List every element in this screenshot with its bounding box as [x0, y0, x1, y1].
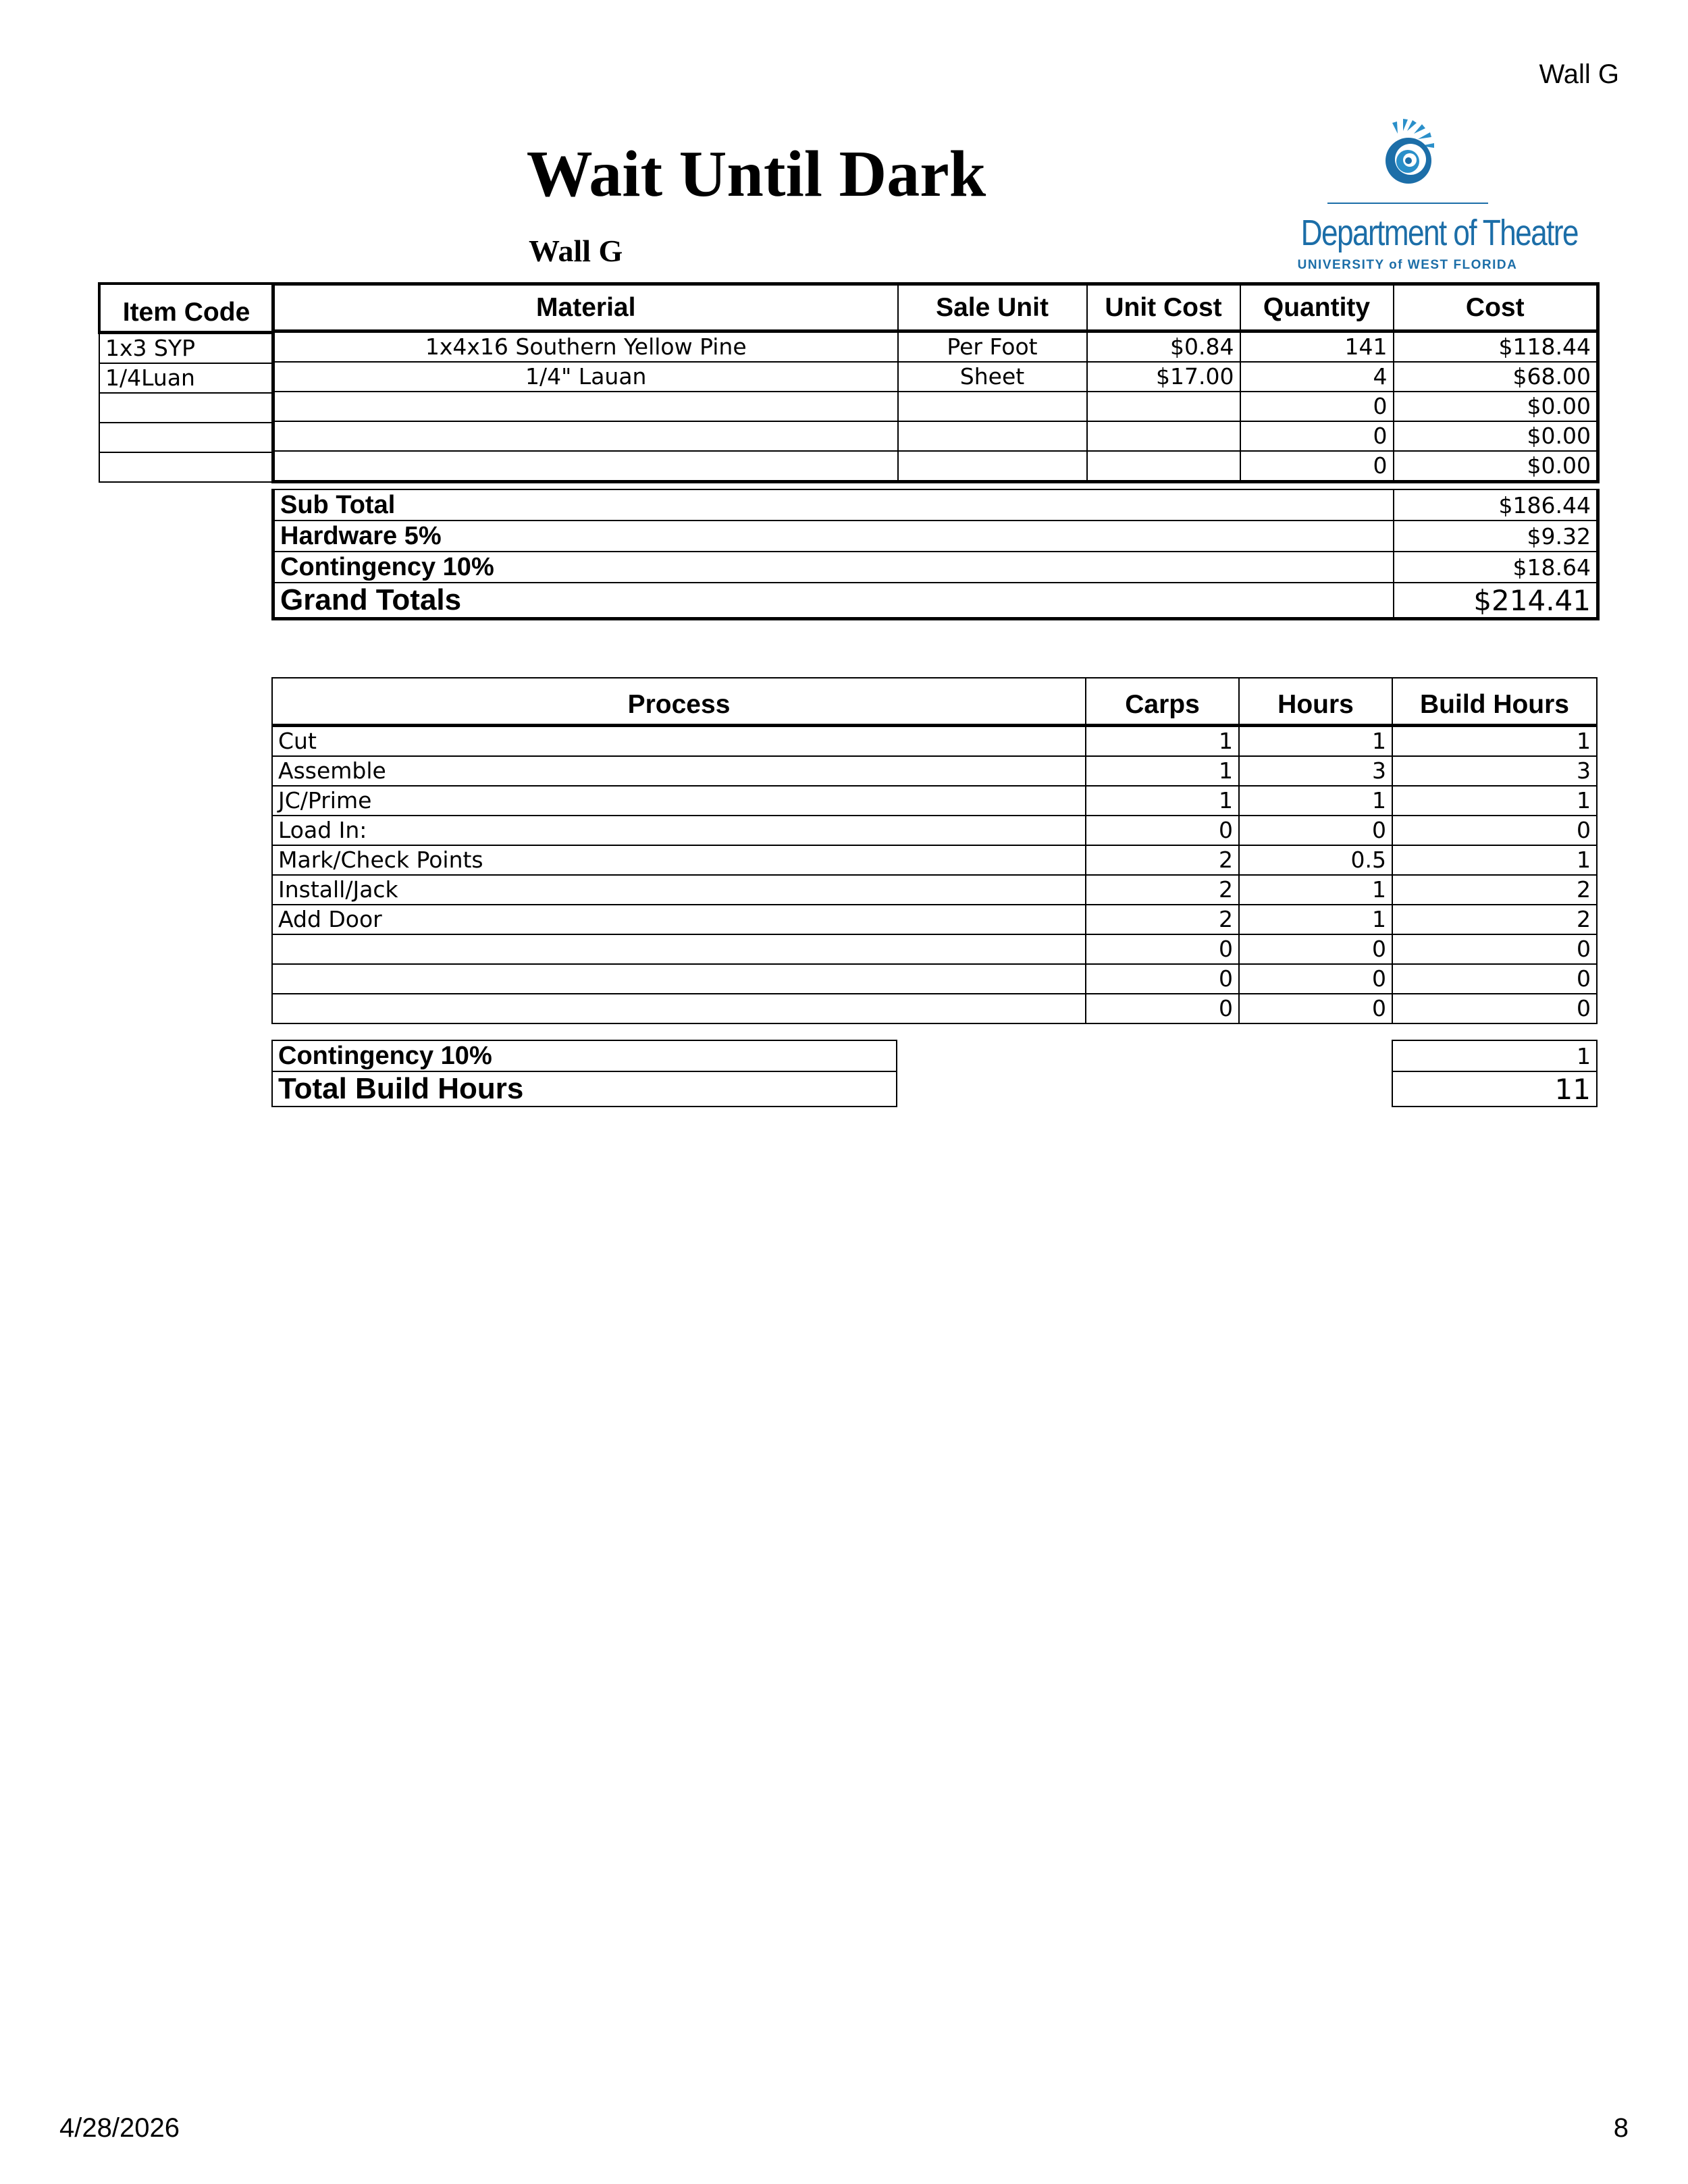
- quantity-header: Quantity: [1240, 284, 1394, 331]
- table-row: [99, 393, 273, 423]
- process-cell: Mark/Check Points: [272, 845, 1086, 875]
- hours-cell: 0: [1239, 934, 1392, 964]
- build-hours-cell: 0: [1392, 816, 1597, 845]
- table-row: [99, 423, 273, 452]
- labor-contingency-row: [272, 1040, 1597, 1071]
- build-hours-cell: 1: [1392, 845, 1597, 875]
- item-code-cell: 1/4Luan: [99, 363, 273, 393]
- materials-table: [271, 282, 1600, 483]
- footer-date: 4/28/2026: [59, 2113, 180, 2143]
- hardware-label: Hardware 5%: [273, 521, 1394, 552]
- logo-department-text: Department of Theatre: [1300, 213, 1578, 253]
- hours-cell: 0: [1239, 964, 1392, 994]
- item-code-table: [98, 282, 275, 483]
- build-hours-cell: 0: [1392, 994, 1597, 1023]
- cost-cell: $0.00: [1394, 392, 1598, 421]
- contingency-value: $18.64: [1394, 552, 1598, 583]
- build-hours-header: Build Hours: [1392, 678, 1597, 725]
- item-code-cell: [99, 423, 273, 452]
- carps-cell: 2: [1086, 845, 1239, 875]
- department-logo: [1277, 116, 1578, 278]
- quantity-cell: 141: [1240, 331, 1394, 363]
- table-row: [273, 392, 1598, 421]
- table-row: [272, 725, 1597, 756]
- table-row: [273, 331, 1598, 363]
- labor-table: [271, 677, 1598, 1024]
- carps-cell: 2: [1086, 905, 1239, 934]
- cost-cell: $0.00: [1394, 451, 1598, 482]
- material-header: Material: [273, 284, 898, 331]
- hours-cell: 1: [1239, 786, 1392, 816]
- total-build-hours-label: Total Build Hours: [272, 1071, 897, 1107]
- table-row: [272, 786, 1597, 816]
- process-cell: [272, 964, 1086, 994]
- table-row: [272, 994, 1597, 1023]
- build-hours-cell: 1: [1392, 725, 1597, 756]
- logo-university-text: UNIVERSITY of WEST FLORIDA: [1297, 258, 1518, 272]
- table-row: [272, 845, 1597, 875]
- table-row: [273, 421, 1598, 451]
- sale-unit-cell: Per Foot: [898, 331, 1087, 363]
- logo-divider: [1327, 203, 1488, 204]
- hours-cell: 0: [1239, 816, 1392, 845]
- total-build-hours-value: 11: [1392, 1071, 1597, 1107]
- carps-cell: 0: [1086, 964, 1239, 994]
- unit-cost-cell: [1087, 421, 1240, 451]
- sale-unit-cell: [898, 421, 1087, 451]
- table-row: [99, 332, 273, 363]
- item-code-cell: 1x3 SYP: [99, 332, 273, 363]
- process-cell: Install/Jack: [272, 875, 1086, 905]
- build-hours-cell: 2: [1392, 905, 1597, 934]
- hardware-value: $9.32: [1394, 521, 1598, 552]
- quantity-cell: 0: [1240, 451, 1394, 482]
- table-row: [99, 363, 273, 393]
- grand-total-value: $214.41: [1394, 583, 1598, 619]
- table-row: [272, 756, 1597, 786]
- carps-cell: 0: [1086, 934, 1239, 964]
- carps-cell: 0: [1086, 994, 1239, 1023]
- carps-cell: 1: [1086, 786, 1239, 816]
- process-cell: JC/Prime: [272, 786, 1086, 816]
- unit-cost-cell: [1087, 451, 1240, 482]
- hours-cell: 3: [1239, 756, 1392, 786]
- quantity-cell: 0: [1240, 421, 1394, 451]
- quantity-cell: 0: [1240, 392, 1394, 421]
- subtotal-label: Sub Total: [273, 489, 1394, 521]
- material-cell: [273, 392, 898, 421]
- table-row: [272, 875, 1597, 905]
- table-row: [272, 816, 1597, 845]
- unit-cost-cell: $17.00: [1087, 362, 1240, 392]
- process-cell: Cut: [272, 725, 1086, 756]
- labor-contingency-value: 1: [1392, 1040, 1597, 1071]
- hours-cell: 1: [1239, 725, 1392, 756]
- cost-header: Cost: [1394, 284, 1598, 331]
- contingency-label: Contingency 10%: [273, 552, 1394, 583]
- sheet-name-header: Wall G: [1539, 59, 1619, 89]
- nautilus-icon: [1373, 119, 1441, 193]
- unit-cost-cell: [1087, 392, 1240, 421]
- table-row: [273, 451, 1598, 482]
- carps-cell: 1: [1086, 725, 1239, 756]
- hours-cell: 1: [1239, 875, 1392, 905]
- grand-total-row: [273, 583, 1598, 619]
- table-row: [99, 452, 273, 482]
- unit-cost-cell: $0.84: [1087, 331, 1240, 363]
- page-subtitle: Wall G: [529, 234, 623, 268]
- material-cell: [273, 421, 898, 451]
- spacer-cell: [897, 1040, 1392, 1071]
- contingency-row: [273, 552, 1598, 583]
- spacer-cell: [897, 1071, 1392, 1107]
- build-hours-cell: 0: [1392, 934, 1597, 964]
- cost-cell: $68.00: [1394, 362, 1598, 392]
- item-code-cell: [99, 452, 273, 482]
- hours-cell: 0.5: [1239, 845, 1392, 875]
- hours-cell: 1: [1239, 905, 1392, 934]
- sale-unit-cell: [898, 451, 1087, 482]
- hardware-row: [273, 521, 1598, 552]
- materials-totals: [271, 489, 1600, 620]
- item-code-header: Item Code: [99, 284, 273, 332]
- subtotal-value: $186.44: [1394, 489, 1598, 521]
- table-row: [272, 934, 1597, 964]
- sale-unit-header: Sale Unit: [898, 284, 1087, 331]
- labor-contingency-label: Contingency 10%: [272, 1040, 897, 1071]
- material-cell: 1/4" Lauan: [273, 362, 898, 392]
- sale-unit-cell: Sheet: [898, 362, 1087, 392]
- process-cell: Add Door: [272, 905, 1086, 934]
- carps-header: Carps: [1086, 678, 1239, 725]
- subtotal-row: [273, 489, 1598, 521]
- item-code-cell: [99, 393, 273, 423]
- unit-cost-header: Unit Cost: [1087, 284, 1240, 331]
- process-cell: Load In:: [272, 816, 1086, 845]
- process-cell: [272, 934, 1086, 964]
- cost-cell: $118.44: [1394, 331, 1598, 363]
- carps-cell: 1: [1086, 756, 1239, 786]
- build-hours-cell: 3: [1392, 756, 1597, 786]
- cost-cell: $0.00: [1394, 421, 1598, 451]
- grand-total-label: Grand Totals: [273, 583, 1394, 619]
- build-hours-cell: 1: [1392, 786, 1597, 816]
- table-row: [272, 964, 1597, 994]
- hours-header: Hours: [1239, 678, 1392, 725]
- table-row: [272, 905, 1597, 934]
- labor-totals: [271, 1040, 1598, 1107]
- material-cell: 1x4x16 Southern Yellow Pine: [273, 331, 898, 363]
- carps-cell: 2: [1086, 875, 1239, 905]
- sale-unit-cell: [898, 392, 1087, 421]
- page-title: Wait Until Dark: [526, 138, 986, 211]
- total-build-hours-row: [272, 1071, 1597, 1107]
- hours-cell: 0: [1239, 994, 1392, 1023]
- build-hours-cell: 2: [1392, 875, 1597, 905]
- quantity-cell: 4: [1240, 362, 1394, 392]
- process-cell: Assemble: [272, 756, 1086, 786]
- build-hours-cell: 0: [1392, 964, 1597, 994]
- process-header: Process: [272, 678, 1086, 725]
- material-cell: [273, 451, 898, 482]
- page-number: 8: [1613, 2113, 1629, 2143]
- carps-cell: 0: [1086, 816, 1239, 845]
- process-cell: [272, 994, 1086, 1023]
- table-row: [273, 362, 1598, 392]
